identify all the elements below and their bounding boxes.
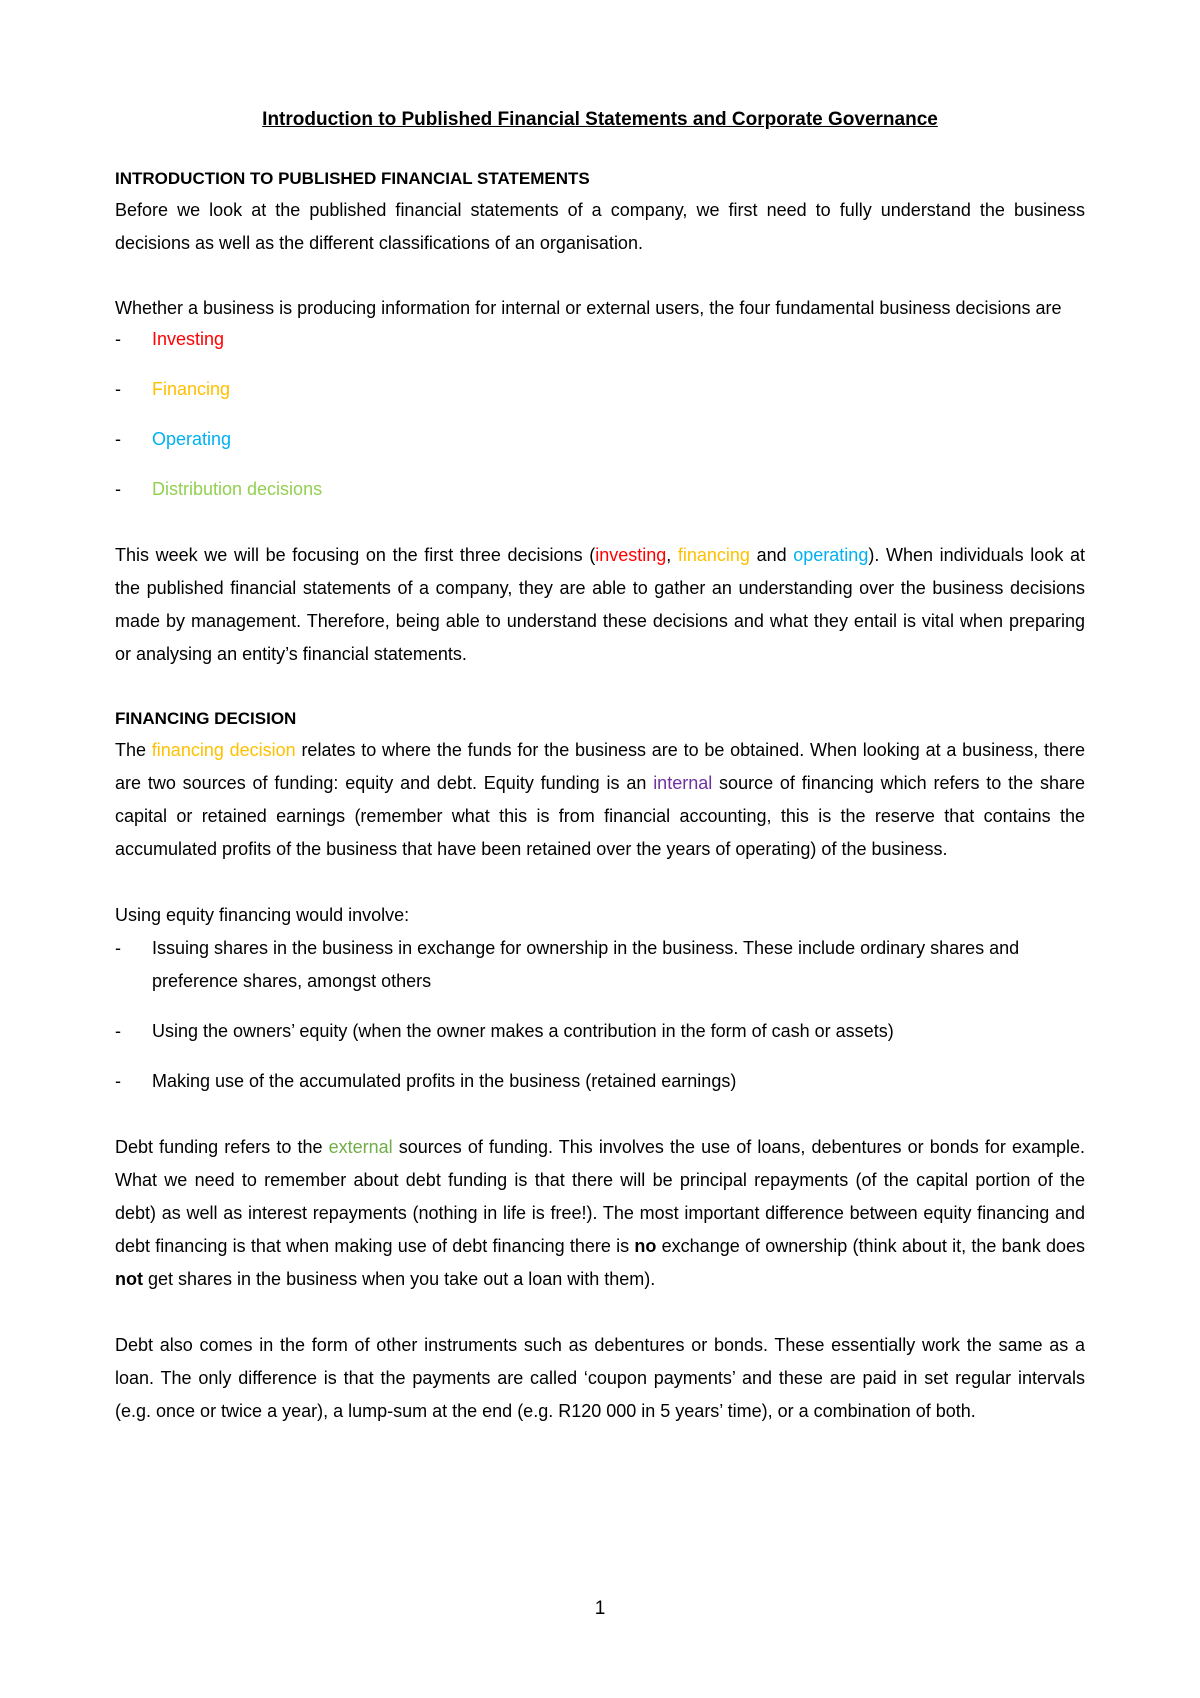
- bullet-marker: -: [115, 329, 121, 349]
- text-run: ). When individuals look at the published financial statements of a company, they are able to gather an understanding over the business decisions made by management. Therefore, being able to understand these decisions and what they entail is vital when preparing or analysing an entity’s financial statements.: [115, 545, 1085, 664]
- section-heading-financing: FINANCING DECISION: [115, 709, 297, 728]
- bullet-marker: -: [115, 479, 121, 499]
- text-run: This week we will be focusing on the first three decisions (: [115, 545, 596, 565]
- highlight-investing: investing: [595, 545, 667, 565]
- highlight-financing: financing: [677, 545, 750, 565]
- bullet-marker: -: [115, 1021, 121, 1041]
- list-item: [115, 1015, 1085, 1048]
- text-run: The: [115, 740, 152, 760]
- list-item: [115, 932, 1085, 998]
- list-item: [115, 473, 1085, 506]
- list-item: [115, 323, 1085, 356]
- list-item-investing: Investing: [152, 329, 225, 349]
- emphasis-not: not: [115, 1269, 143, 1289]
- paragraph-debt-instruments: Debt also comes in the form of other instruments such as debentures or bonds. These essentially work the same as a loan. The only difference is that the payments are called ‘coupon payments’ and these are paid in set regular intervals (e.g. once or twice a year), a lump-sum at the end (e.g. R120 000 in 5 years’ time), or a combination of both.: [115, 1335, 1085, 1421]
- paragraph-financing-decision: [115, 734, 1085, 866]
- text-run: and: [749, 545, 794, 565]
- bullet-marker: -: [115, 938, 121, 958]
- paragraph-debt-funding: [115, 1131, 1085, 1296]
- list-item-distribution: Distribution decisions: [152, 479, 323, 499]
- list-item-issuing-shares: Issuing shares in the business in exchange for ownership in the business. These include ordinary shares and preference shares, amongst others: [152, 938, 1020, 991]
- text-run: sources of funding. This involves the use of loans, debentures or bonds for example. What we need to remember about debt funding is that there will be principal repayments (of the capital portion of the debt) as well as interest repayments (nothing in life is free!). The most important difference between equity financing and debt financing is that when making use of debt financing there is: [115, 1137, 1085, 1256]
- text-run: relates to where the funds for the business are to be obtained. When looking at a business, there are two sources of funding: equity and debt. Equity funding is an: [115, 740, 1085, 793]
- list-item: [115, 1065, 1085, 1098]
- highlight-external: external: [328, 1137, 393, 1157]
- list-item-owners-equity: Using the owners’ equity (when the owner makes a contribution in the form of cash or assets): [152, 1021, 894, 1041]
- bullet-marker: -: [115, 429, 121, 449]
- page-content: [115, 108, 1085, 1428]
- list-item-operating: Operating: [152, 429, 232, 449]
- list-item-accumulated-profits: Making use of the accumulated profits in the business (retained earnings): [152, 1071, 737, 1091]
- emphasis-no: no: [634, 1236, 657, 1256]
- paragraph-focus: [115, 539, 1085, 671]
- highlight-internal: internal: [653, 773, 713, 793]
- page-number: 1: [594, 1598, 606, 1619]
- list-item: [115, 423, 1085, 456]
- paragraph-equity-lead: Using equity financing would involve:: [115, 905, 410, 925]
- text-run: Debt funding refers to the: [115, 1137, 329, 1157]
- text-run: exchange of ownership (think about it, the bank does: [656, 1236, 1085, 1256]
- list-item-financing: Financing: [152, 379, 231, 399]
- paragraph-intro: Before we look at the published financial statements of a company, we first need to fully understand the business decisions as well as the different classifications of an organisation.: [115, 200, 1085, 253]
- highlight-financing-decision: financing decision: [151, 740, 296, 760]
- section-heading-intro: INTRODUCTION TO PUBLISHED FINANCIAL STATEMENTS: [115, 169, 590, 188]
- text-run: source of financing which refers to the share capital or retained earnings (remember what this is from financial accounting, this is the reserve that contains the accumulated profits of the business that have been retained over the years of operating) of the business.: [115, 773, 1085, 859]
- paragraph-decisions-lead-text: Whether a business is producing information for internal or external users, the four fundamental business decisions are: [115, 298, 1062, 318]
- document-title: Introduction to Published Financial Statements and Corporate Governance: [262, 109, 938, 130]
- highlight-operating: operating: [793, 545, 869, 565]
- bullet-marker: -: [115, 379, 121, 399]
- list-item: [115, 373, 1085, 406]
- paragraph-decisions-lead: [115, 293, 1085, 323]
- text-run: get shares in the business when you take out a loan with them).: [142, 1269, 656, 1289]
- text-run: ,: [666, 545, 678, 565]
- bullet-marker: -: [115, 1071, 121, 1091]
